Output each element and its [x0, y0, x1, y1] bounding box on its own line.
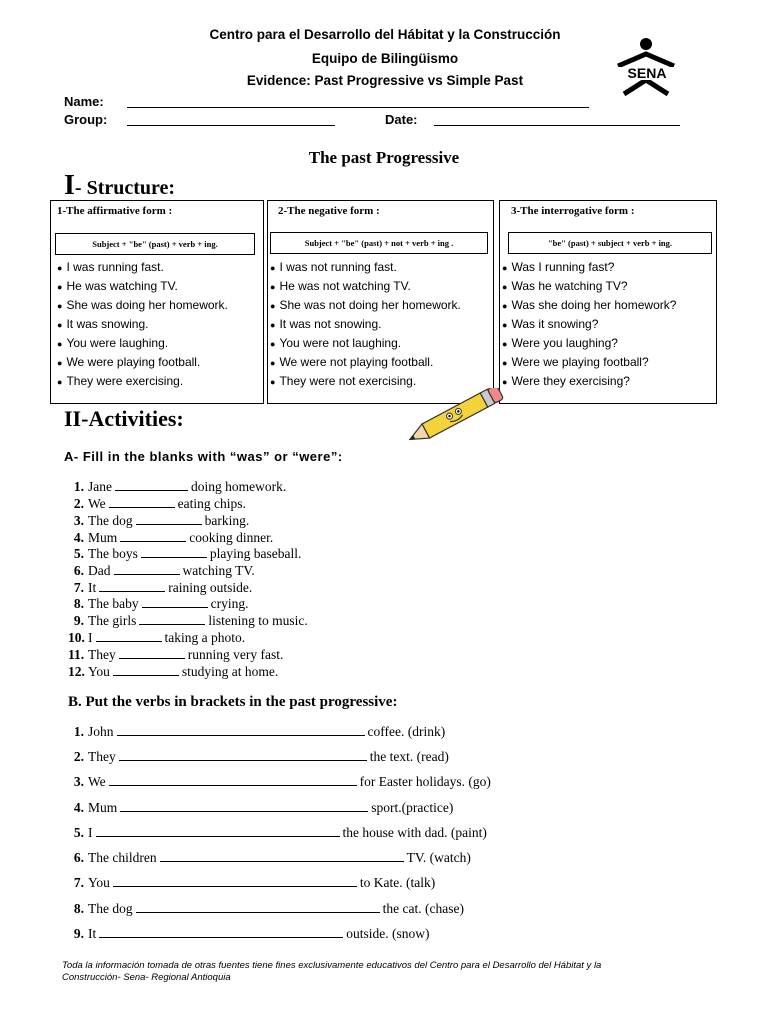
list-item: 6. Dad watching TV.: [73, 563, 255, 578]
negative-formula: Subject + "be" (past) + not + verb + ing .: [270, 232, 488, 254]
list-item: 1. Jane doing homework.: [73, 479, 287, 494]
footer-note: [62, 960, 722, 984]
affirmative-box: [50, 200, 264, 404]
negative-box: [267, 200, 494, 404]
group-field[interactable]: [127, 125, 335, 126]
example-item: ● I was running fast.: [57, 260, 164, 274]
list-item: 9. The girls listening to music.: [73, 613, 308, 628]
list-item: 1. John coffee. (drink): [73, 724, 446, 739]
header-team: Equipo de Bilingüismo: [311, 51, 459, 66]
answer-blank[interactable]: [99, 580, 165, 592]
header-institution: Centro para el Desarrollo del Hábitat y la Construcción: [209, 27, 561, 42]
interrogative-title: 3-The interrogative form :: [511, 205, 635, 217]
example-item: ● It was not snowing.: [270, 317, 382, 331]
activities-heading: II-Activities:: [64, 406, 184, 431]
list-item: 6. The children TV. (watch): [73, 850, 471, 865]
example-item: ● They were not exercising.: [270, 374, 417, 388]
answer-blank[interactable]: [139, 613, 205, 625]
interrogative-formula: "be" (past) + subject + verb + ing.: [508, 232, 712, 254]
example-item: ● You were laughing.: [57, 336, 169, 350]
structure-heading: [64, 170, 175, 202]
answer-blank[interactable]: [136, 513, 202, 525]
list-item: 12. You studying at home.: [68, 664, 279, 679]
list-item: 3. We for Easter holidays. (go): [73, 774, 491, 789]
answer-blank[interactable]: [96, 825, 340, 837]
list-item: 3. The dog barking.: [73, 513, 250, 528]
list-item: 2. We eating chips.: [73, 496, 246, 511]
answer-blank[interactable]: [142, 596, 208, 608]
example-item: ● She was not doing her homework.: [270, 298, 461, 312]
structure-heading-text: - Structure:: [74, 177, 176, 199]
list-item: 5. The boys playing baseball.: [73, 546, 302, 561]
answer-blank[interactable]: [109, 774, 357, 786]
example-item: ● It was snowing.: [57, 317, 149, 331]
list-item: 2. They the text. (read): [73, 749, 449, 764]
list-item: 7. It raining outside.: [73, 580, 253, 595]
answer-blank[interactable]: [119, 647, 185, 659]
group-label: Group:: [64, 112, 108, 127]
example-item: ● Was she doing her homework?: [502, 298, 677, 312]
example-item: ● We were playing football.: [57, 355, 201, 369]
example-item: ● He was watching TV.: [57, 279, 178, 293]
structure-heading-roman: I: [64, 170, 75, 201]
date-label: Date:: [385, 112, 418, 127]
list-item: 8. The baby crying.: [73, 596, 249, 611]
example-item: ● Were we playing football?: [502, 355, 649, 369]
answer-blank[interactable]: [96, 630, 162, 642]
example-item: ● I was not running fast.: [270, 260, 397, 274]
answer-blank[interactable]: [113, 875, 357, 887]
example-item: ● They were exercising.: [57, 374, 184, 388]
answer-blank[interactable]: [120, 530, 186, 542]
example-item: ● Were you laughing?: [502, 336, 618, 350]
list-item: 5. I the house with dad. (paint): [73, 825, 487, 840]
pencil-illustration: [398, 388, 510, 444]
example-item: ● We were not playing football.: [270, 355, 434, 369]
example-item: ● Was it snowing?: [502, 317, 599, 331]
activity-a-heading: A- Fill in the blanks with “was” or “were”:: [64, 449, 343, 464]
list-item: 9. It outside. (snow): [73, 926, 430, 941]
example-item: ● She was doing her homework.: [57, 298, 228, 312]
answer-blank[interactable]: [119, 749, 367, 761]
answer-blank[interactable]: [120, 800, 368, 812]
example-item: ● You were not laughing.: [270, 336, 402, 350]
affirmative-formula: Subject + "be" (past) + verb + ing.: [55, 233, 255, 255]
name-label: Name:: [64, 94, 104, 109]
date-field[interactable]: [434, 125, 680, 126]
answer-blank[interactable]: [114, 563, 180, 575]
list-item: 4. Mum cooking dinner.: [73, 530, 274, 545]
answer-blank[interactable]: [113, 664, 179, 676]
list-item: 11. They running very fast.: [68, 647, 284, 662]
activity-b-heading: B. Put the verbs in brackets in the past progressive:: [68, 694, 398, 710]
answer-blank[interactable]: [136, 901, 380, 913]
name-field[interactable]: [127, 107, 589, 108]
answer-blank[interactable]: [99, 926, 343, 938]
example-item: ● Was I running fast?: [502, 260, 615, 274]
interrogative-box: [499, 200, 717, 404]
affirmative-title: 1-The affirmative form :: [57, 205, 173, 217]
answer-blank[interactable]: [109, 496, 175, 508]
example-item: ● He was not watching TV.: [270, 279, 411, 293]
answer-blank[interactable]: [117, 724, 365, 736]
header-evidence: Evidence: Past Progressive vs Simple Past: [246, 73, 524, 88]
footer-line-1: Toda la información tomada de otras fuentes tiene fines exclusivamente educativos del Centro para el Desarrollo del Hábitat y la: [62, 960, 602, 971]
answer-blank[interactable]: [115, 479, 188, 491]
list-item: 7. You to Kate. (talk): [73, 875, 436, 890]
sena-logo: [610, 36, 684, 104]
example-item: ● Were they exercising?: [502, 374, 630, 388]
list-item: 10. I taking a photo.: [68, 630, 246, 645]
answer-blank[interactable]: [160, 850, 404, 862]
answer-blank[interactable]: [141, 546, 207, 558]
sena-logo-text: SENA: [627, 65, 667, 81]
list-item: 8. The dog the cat. (chase): [73, 901, 464, 916]
example-item: ● Was he watching TV?: [502, 279, 628, 293]
footer-line-2: Construcción- Sena- Regional Antioquia: [62, 972, 231, 983]
page-title: The past Progressive: [308, 148, 460, 167]
negative-title: 2-The negative form :: [278, 205, 380, 217]
list-item: 4. Mum sport.(practice): [73, 800, 454, 815]
